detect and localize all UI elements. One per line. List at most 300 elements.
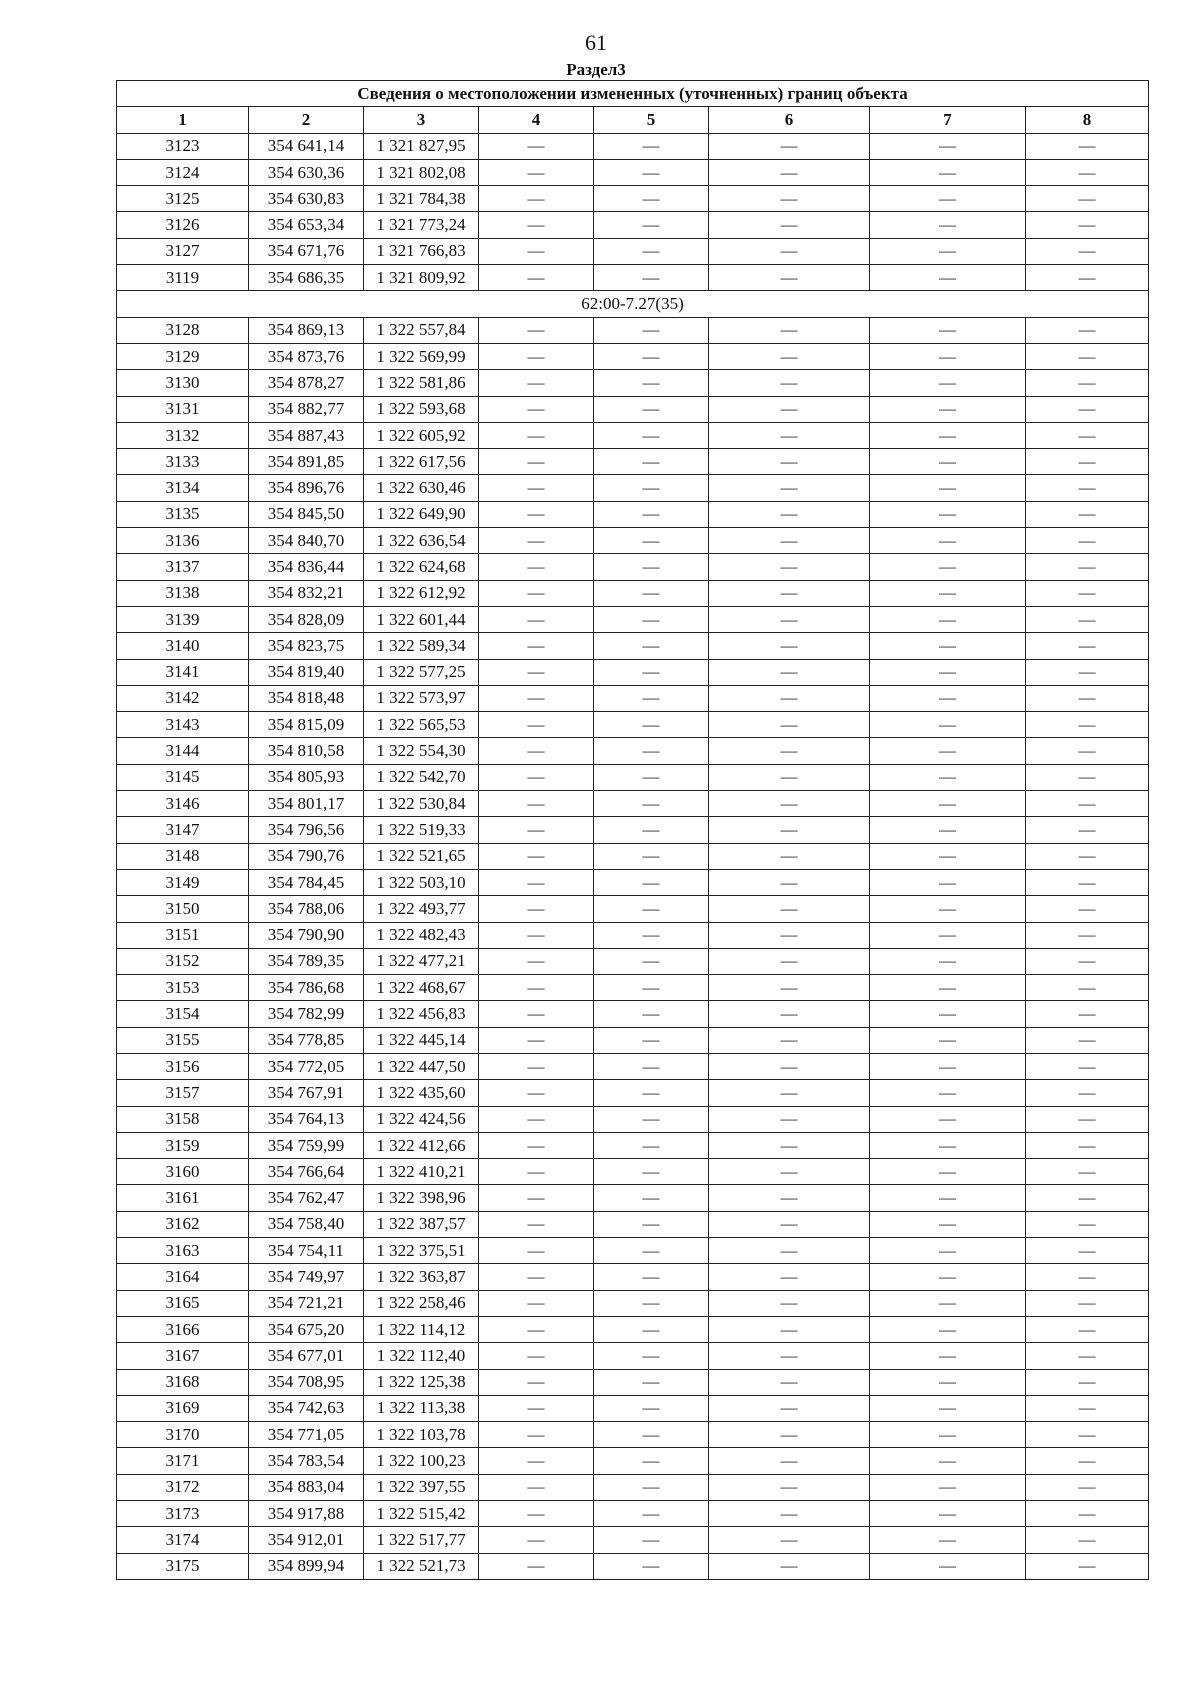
empty-value-dash: — bbox=[709, 422, 870, 448]
empty-value-dash: — bbox=[479, 659, 594, 685]
empty-value-dash: — bbox=[870, 738, 1026, 764]
empty-value-dash: — bbox=[1026, 791, 1149, 817]
empty-value-dash: — bbox=[594, 1106, 709, 1132]
point-number: 3129 bbox=[117, 343, 249, 369]
empty-value-dash: — bbox=[479, 1211, 594, 1237]
empty-value-dash: — bbox=[870, 1264, 1026, 1290]
empty-value-dash: — bbox=[594, 685, 709, 711]
point-number: 3152 bbox=[117, 948, 249, 974]
empty-value-dash: — bbox=[479, 1343, 594, 1369]
coordinate-x: 354 778,85 bbox=[249, 1027, 364, 1053]
empty-value-dash: — bbox=[594, 1290, 709, 1316]
coordinate-y: 1 322 412,66 bbox=[364, 1132, 479, 1158]
empty-value-dash: — bbox=[594, 843, 709, 869]
empty-value-dash: — bbox=[1026, 133, 1149, 159]
point-number: 3133 bbox=[117, 449, 249, 475]
point-number: 3144 bbox=[117, 738, 249, 764]
empty-value-dash: — bbox=[594, 606, 709, 632]
empty-value-dash: — bbox=[709, 1501, 870, 1527]
coordinate-y: 1 322 636,54 bbox=[364, 528, 479, 554]
empty-value-dash: — bbox=[870, 1422, 1026, 1448]
point-number: 3142 bbox=[117, 685, 249, 711]
table-row bbox=[117, 238, 1149, 264]
coordinate-x: 354 771,05 bbox=[249, 1422, 364, 1448]
coordinate-y: 1 322 569,99 bbox=[364, 343, 479, 369]
empty-value-dash: — bbox=[870, 1448, 1026, 1474]
table-row bbox=[117, 1474, 1149, 1500]
coordinates-table bbox=[116, 80, 1149, 1580]
empty-value-dash: — bbox=[479, 212, 594, 238]
table-row bbox=[117, 1027, 1149, 1053]
empty-value-dash: — bbox=[870, 1501, 1026, 1527]
empty-value-dash: — bbox=[709, 791, 870, 817]
table-row bbox=[117, 449, 1149, 475]
point-number: 3165 bbox=[117, 1290, 249, 1316]
empty-value-dash: — bbox=[870, 1001, 1026, 1027]
empty-value-dash: — bbox=[1026, 712, 1149, 738]
empty-value-dash: — bbox=[479, 449, 594, 475]
table-row bbox=[117, 317, 1149, 343]
point-number: 3158 bbox=[117, 1106, 249, 1132]
empty-value-dash: — bbox=[594, 1159, 709, 1185]
empty-value-dash: — bbox=[870, 212, 1026, 238]
point-number: 3146 bbox=[117, 791, 249, 817]
table-row bbox=[117, 475, 1149, 501]
empty-value-dash: — bbox=[870, 1238, 1026, 1264]
empty-value-dash: — bbox=[594, 186, 709, 212]
coordinate-y: 1 322 363,87 bbox=[364, 1264, 479, 1290]
coordinate-x: 354 832,21 bbox=[249, 580, 364, 606]
empty-value-dash: — bbox=[479, 317, 594, 343]
coordinate-x: 354 801,17 bbox=[249, 791, 364, 817]
coordinate-x: 354 882,77 bbox=[249, 396, 364, 422]
section-row bbox=[117, 291, 1149, 317]
empty-value-dash: — bbox=[1026, 1264, 1149, 1290]
coordinate-x: 354 845,50 bbox=[249, 501, 364, 527]
coordinate-y: 1 322 112,40 bbox=[364, 1343, 479, 1369]
empty-value-dash: — bbox=[594, 948, 709, 974]
empty-value-dash: — bbox=[479, 975, 594, 1001]
coordinate-y: 1 321 802,08 bbox=[364, 159, 479, 185]
table-row bbox=[117, 1501, 1149, 1527]
coordinate-x: 354 782,99 bbox=[249, 1001, 364, 1027]
empty-value-dash: — bbox=[1026, 1185, 1149, 1211]
point-number: 3170 bbox=[117, 1422, 249, 1448]
empty-value-dash: — bbox=[479, 1001, 594, 1027]
table-row bbox=[117, 1001, 1149, 1027]
empty-value-dash: — bbox=[709, 1553, 870, 1579]
coordinate-x: 354 764,13 bbox=[249, 1106, 364, 1132]
coordinate-x: 354 630,36 bbox=[249, 159, 364, 185]
empty-value-dash: — bbox=[479, 764, 594, 790]
empty-value-dash: — bbox=[1026, 606, 1149, 632]
empty-value-dash: — bbox=[870, 449, 1026, 475]
empty-value-dash: — bbox=[870, 948, 1026, 974]
coordinate-y: 1 322 565,53 bbox=[364, 712, 479, 738]
empty-value-dash: — bbox=[709, 370, 870, 396]
table-row bbox=[117, 764, 1149, 790]
empty-value-dash: — bbox=[479, 1264, 594, 1290]
point-number: 3150 bbox=[117, 896, 249, 922]
empty-value-dash: — bbox=[709, 1264, 870, 1290]
table-row bbox=[117, 1290, 1149, 1316]
empty-value-dash: — bbox=[709, 948, 870, 974]
coordinate-y: 1 322 103,78 bbox=[364, 1422, 479, 1448]
empty-value-dash: — bbox=[709, 159, 870, 185]
empty-value-dash: — bbox=[870, 159, 1026, 185]
empty-value-dash: — bbox=[479, 343, 594, 369]
empty-value-dash: — bbox=[479, 1185, 594, 1211]
table-row bbox=[117, 133, 1149, 159]
column-header: 5 bbox=[594, 107, 709, 133]
empty-value-dash: — bbox=[870, 1185, 1026, 1211]
empty-value-dash: — bbox=[870, 1159, 1026, 1185]
empty-value-dash: — bbox=[870, 238, 1026, 264]
empty-value-dash: — bbox=[709, 265, 870, 291]
empty-value-dash: — bbox=[870, 817, 1026, 843]
empty-value-dash: — bbox=[479, 580, 594, 606]
empty-value-dash: — bbox=[709, 238, 870, 264]
empty-value-dash: — bbox=[709, 317, 870, 343]
empty-value-dash: — bbox=[709, 817, 870, 843]
empty-value-dash: — bbox=[709, 685, 870, 711]
coordinate-y: 1 322 387,57 bbox=[364, 1211, 479, 1237]
empty-value-dash: — bbox=[594, 396, 709, 422]
empty-value-dash: — bbox=[709, 554, 870, 580]
empty-value-dash: — bbox=[709, 659, 870, 685]
empty-value-dash: — bbox=[479, 159, 594, 185]
empty-value-dash: — bbox=[479, 817, 594, 843]
empty-value-dash: — bbox=[594, 370, 709, 396]
coordinate-y: 1 322 542,70 bbox=[364, 764, 479, 790]
empty-value-dash: — bbox=[1026, 1238, 1149, 1264]
column-header: 6 bbox=[709, 107, 870, 133]
empty-value-dash: — bbox=[479, 396, 594, 422]
empty-value-dash: — bbox=[709, 186, 870, 212]
coordinate-y: 1 322 521,65 bbox=[364, 843, 479, 869]
empty-value-dash: — bbox=[709, 1053, 870, 1079]
coordinate-x: 354 823,75 bbox=[249, 633, 364, 659]
empty-value-dash: — bbox=[870, 1474, 1026, 1500]
empty-value-dash: — bbox=[1026, 1001, 1149, 1027]
empty-value-dash: — bbox=[594, 475, 709, 501]
coordinate-y: 1 322 258,46 bbox=[364, 1290, 479, 1316]
empty-value-dash: — bbox=[479, 791, 594, 817]
empty-value-dash: — bbox=[1026, 659, 1149, 685]
empty-value-dash: — bbox=[1026, 1027, 1149, 1053]
coordinate-x: 354 883,04 bbox=[249, 1474, 364, 1500]
point-number: 3148 bbox=[117, 843, 249, 869]
coordinate-y: 1 322 557,84 bbox=[364, 317, 479, 343]
coordinate-x: 354 630,83 bbox=[249, 186, 364, 212]
coordinate-y: 1 322 581,86 bbox=[364, 370, 479, 396]
table-row bbox=[117, 1238, 1149, 1264]
empty-value-dash: — bbox=[870, 606, 1026, 632]
table-row bbox=[117, 1132, 1149, 1158]
empty-value-dash: — bbox=[1026, 685, 1149, 711]
empty-value-dash: — bbox=[594, 212, 709, 238]
coordinate-y: 1 322 517,77 bbox=[364, 1527, 479, 1553]
empty-value-dash: — bbox=[1026, 1343, 1149, 1369]
empty-value-dash: — bbox=[1026, 1395, 1149, 1421]
point-number: 3139 bbox=[117, 606, 249, 632]
coordinate-x: 354 796,56 bbox=[249, 817, 364, 843]
coordinate-x: 354 790,76 bbox=[249, 843, 364, 869]
coordinate-y: 1 322 482,43 bbox=[364, 922, 479, 948]
coordinate-y: 1 322 605,92 bbox=[364, 422, 479, 448]
empty-value-dash: — bbox=[479, 1422, 594, 1448]
table-row bbox=[117, 896, 1149, 922]
empty-value-dash: — bbox=[594, 738, 709, 764]
table-row bbox=[117, 1080, 1149, 1106]
empty-value-dash: — bbox=[479, 1106, 594, 1132]
empty-value-dash: — bbox=[709, 1290, 870, 1316]
empty-value-dash: — bbox=[594, 1053, 709, 1079]
empty-value-dash: — bbox=[870, 764, 1026, 790]
point-number: 3174 bbox=[117, 1527, 249, 1553]
point-number: 3157 bbox=[117, 1080, 249, 1106]
empty-value-dash: — bbox=[479, 265, 594, 291]
empty-value-dash: — bbox=[594, 528, 709, 554]
empty-value-dash: — bbox=[709, 1395, 870, 1421]
point-number: 3164 bbox=[117, 1264, 249, 1290]
table-row bbox=[117, 817, 1149, 843]
point-number: 3168 bbox=[117, 1369, 249, 1395]
point-number: 3132 bbox=[117, 422, 249, 448]
point-number: 3160 bbox=[117, 1159, 249, 1185]
empty-value-dash: — bbox=[709, 869, 870, 895]
empty-value-dash: — bbox=[1026, 475, 1149, 501]
empty-value-dash: — bbox=[594, 1448, 709, 1474]
page-number: 61 bbox=[585, 30, 607, 55]
empty-value-dash: — bbox=[709, 1343, 870, 1369]
empty-value-dash: — bbox=[709, 1185, 870, 1211]
empty-value-dash: — bbox=[709, 843, 870, 869]
point-number: 3167 bbox=[117, 1343, 249, 1369]
coordinate-x: 354 708,95 bbox=[249, 1369, 364, 1395]
point-number: 3173 bbox=[117, 1501, 249, 1527]
coordinate-x: 354 767,91 bbox=[249, 1080, 364, 1106]
point-number: 3136 bbox=[117, 528, 249, 554]
empty-value-dash: — bbox=[1026, 370, 1149, 396]
empty-value-dash: — bbox=[1026, 633, 1149, 659]
empty-value-dash: — bbox=[870, 1211, 1026, 1237]
empty-value-dash: — bbox=[479, 1132, 594, 1158]
empty-value-dash: — bbox=[479, 1369, 594, 1395]
empty-value-dash: — bbox=[594, 238, 709, 264]
point-number: 3143 bbox=[117, 712, 249, 738]
coordinate-y: 1 322 530,84 bbox=[364, 791, 479, 817]
empty-value-dash: — bbox=[1026, 975, 1149, 1001]
table-row bbox=[117, 554, 1149, 580]
empty-value-dash: — bbox=[870, 1132, 1026, 1158]
table-row bbox=[117, 1211, 1149, 1237]
empty-value-dash: — bbox=[709, 1369, 870, 1395]
empty-value-dash: — bbox=[594, 265, 709, 291]
coordinate-x: 354 810,58 bbox=[249, 738, 364, 764]
coordinate-x: 354 721,21 bbox=[249, 1290, 364, 1316]
empty-value-dash: — bbox=[870, 1316, 1026, 1342]
coordinate-x: 354 783,54 bbox=[249, 1448, 364, 1474]
coordinate-x: 354 819,40 bbox=[249, 659, 364, 685]
coordinate-y: 1 321 827,95 bbox=[364, 133, 479, 159]
coordinate-y: 1 322 398,96 bbox=[364, 1185, 479, 1211]
empty-value-dash: — bbox=[594, 975, 709, 1001]
coordinate-y: 1 322 515,42 bbox=[364, 1501, 479, 1527]
empty-value-dash: — bbox=[594, 1132, 709, 1158]
empty-value-dash: — bbox=[479, 685, 594, 711]
table-row bbox=[117, 1343, 1149, 1369]
table-caption: Сведения о местоположении измененных (уточненных) границ объекта bbox=[117, 81, 1149, 107]
point-number: 3134 bbox=[117, 475, 249, 501]
table-row bbox=[117, 396, 1149, 422]
coordinate-y: 1 322 577,25 bbox=[364, 659, 479, 685]
coordinate-y: 1 322 630,46 bbox=[364, 475, 479, 501]
table-row bbox=[117, 712, 1149, 738]
table-row bbox=[117, 1527, 1149, 1553]
empty-value-dash: — bbox=[1026, 869, 1149, 895]
empty-value-dash: — bbox=[709, 633, 870, 659]
empty-value-dash: — bbox=[870, 554, 1026, 580]
empty-value-dash: — bbox=[594, 1238, 709, 1264]
empty-value-dash: — bbox=[479, 1080, 594, 1106]
empty-value-dash: — bbox=[1026, 159, 1149, 185]
table-row bbox=[117, 606, 1149, 632]
coordinate-y: 1 322 593,68 bbox=[364, 396, 479, 422]
empty-value-dash: — bbox=[1026, 501, 1149, 527]
empty-value-dash: — bbox=[594, 1211, 709, 1237]
table-row bbox=[117, 948, 1149, 974]
empty-value-dash: — bbox=[594, 1474, 709, 1500]
table-row bbox=[117, 501, 1149, 527]
empty-value-dash: — bbox=[594, 633, 709, 659]
empty-value-dash: — bbox=[709, 212, 870, 238]
point-number: 3175 bbox=[117, 1553, 249, 1579]
empty-value-dash: — bbox=[870, 317, 1026, 343]
empty-value-dash: — bbox=[1026, 1159, 1149, 1185]
empty-value-dash: — bbox=[479, 186, 594, 212]
empty-value-dash: — bbox=[1026, 554, 1149, 580]
column-header: 4 bbox=[479, 107, 594, 133]
point-number: 3149 bbox=[117, 869, 249, 895]
point-number: 3128 bbox=[117, 317, 249, 343]
point-number: 3123 bbox=[117, 133, 249, 159]
empty-value-dash: — bbox=[1026, 238, 1149, 264]
empty-value-dash: — bbox=[1026, 1369, 1149, 1395]
empty-value-dash: — bbox=[594, 791, 709, 817]
table-row bbox=[117, 1395, 1149, 1421]
coordinate-y: 1 322 477,21 bbox=[364, 948, 479, 974]
empty-value-dash: — bbox=[1026, 764, 1149, 790]
empty-value-dash: — bbox=[709, 1527, 870, 1553]
table-row bbox=[117, 685, 1149, 711]
table-row bbox=[117, 1159, 1149, 1185]
point-number: 3125 bbox=[117, 186, 249, 212]
empty-value-dash: — bbox=[1026, 212, 1149, 238]
empty-value-dash: — bbox=[479, 922, 594, 948]
empty-value-dash: — bbox=[709, 606, 870, 632]
table-body bbox=[117, 133, 1149, 1579]
empty-value-dash: — bbox=[1026, 186, 1149, 212]
empty-value-dash: — bbox=[594, 501, 709, 527]
empty-value-dash: — bbox=[709, 1001, 870, 1027]
table-row bbox=[117, 1553, 1149, 1579]
empty-value-dash: — bbox=[1026, 1527, 1149, 1553]
point-number: 3171 bbox=[117, 1448, 249, 1474]
empty-value-dash: — bbox=[594, 1369, 709, 1395]
empty-value-dash: — bbox=[709, 922, 870, 948]
empty-value-dash: — bbox=[1026, 317, 1149, 343]
empty-value-dash: — bbox=[1026, 1553, 1149, 1579]
empty-value-dash: — bbox=[870, 1290, 1026, 1316]
coordinate-x: 354 912,01 bbox=[249, 1527, 364, 1553]
coordinate-x: 354 887,43 bbox=[249, 422, 364, 448]
coordinate-y: 1 322 468,67 bbox=[364, 975, 479, 1001]
table-row bbox=[117, 422, 1149, 448]
empty-value-dash: — bbox=[870, 791, 1026, 817]
empty-value-dash: — bbox=[870, 422, 1026, 448]
empty-value-dash: — bbox=[594, 554, 709, 580]
coordinate-y: 1 322 521,73 bbox=[364, 1553, 479, 1579]
empty-value-dash: — bbox=[870, 869, 1026, 895]
table-row bbox=[117, 791, 1149, 817]
empty-value-dash: — bbox=[709, 528, 870, 554]
point-number: 3162 bbox=[117, 1211, 249, 1237]
point-number: 3126 bbox=[117, 212, 249, 238]
empty-value-dash: — bbox=[1026, 738, 1149, 764]
point-number: 3155 bbox=[117, 1027, 249, 1053]
empty-value-dash: — bbox=[1026, 265, 1149, 291]
coordinate-y: 1 322 601,44 bbox=[364, 606, 479, 632]
empty-value-dash: — bbox=[594, 343, 709, 369]
empty-value-dash: — bbox=[870, 370, 1026, 396]
coordinate-x: 354 641,14 bbox=[249, 133, 364, 159]
coordinate-x: 354 784,45 bbox=[249, 869, 364, 895]
empty-value-dash: — bbox=[1026, 1501, 1149, 1527]
coordinate-x: 354 790,90 bbox=[249, 922, 364, 948]
empty-value-dash: — bbox=[709, 896, 870, 922]
empty-value-dash: — bbox=[709, 712, 870, 738]
empty-value-dash: — bbox=[1026, 1448, 1149, 1474]
empty-value-dash: — bbox=[594, 1080, 709, 1106]
empty-value-dash: — bbox=[594, 1395, 709, 1421]
table-row bbox=[117, 1185, 1149, 1211]
table-row bbox=[117, 1369, 1149, 1395]
table-row bbox=[117, 212, 1149, 238]
coordinate-x: 354 896,76 bbox=[249, 475, 364, 501]
empty-value-dash: — bbox=[870, 896, 1026, 922]
empty-value-dash: — bbox=[479, 238, 594, 264]
column-header: 8 bbox=[1026, 107, 1149, 133]
coordinate-y: 1 322 447,50 bbox=[364, 1053, 479, 1079]
point-number: 3137 bbox=[117, 554, 249, 580]
empty-value-dash: — bbox=[594, 1422, 709, 1448]
empty-value-dash: — bbox=[479, 1501, 594, 1527]
table-row bbox=[117, 975, 1149, 1001]
coordinate-x: 354 786,68 bbox=[249, 975, 364, 1001]
empty-value-dash: — bbox=[709, 475, 870, 501]
empty-value-dash: — bbox=[709, 764, 870, 790]
coordinate-y: 1 322 624,68 bbox=[364, 554, 479, 580]
empty-value-dash: — bbox=[479, 1395, 594, 1421]
empty-value-dash: — bbox=[709, 501, 870, 527]
empty-value-dash: — bbox=[709, 1422, 870, 1448]
coordinate-x: 354 917,88 bbox=[249, 1501, 364, 1527]
empty-value-dash: — bbox=[870, 975, 1026, 1001]
empty-value-dash: — bbox=[594, 1027, 709, 1053]
coordinate-x: 354 686,35 bbox=[249, 265, 364, 291]
empty-value-dash: — bbox=[1026, 1316, 1149, 1342]
